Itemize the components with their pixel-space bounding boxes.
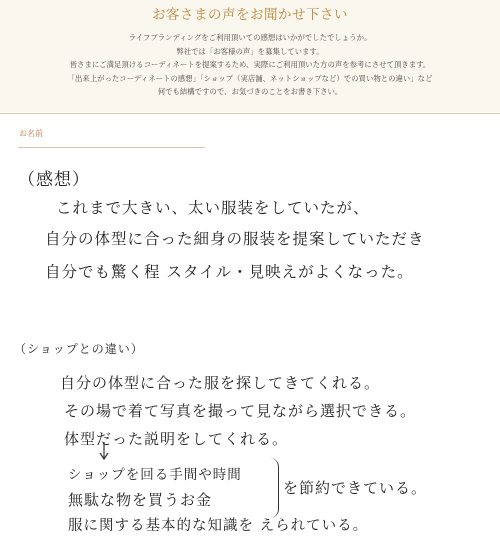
form-header <box>0 0 500 112</box>
saving-result: を節約できている。 <box>283 479 428 497</box>
intro-line: 弊社では「お客様の声」を募集しています。 <box>176 46 324 56</box>
form-title: お客さまの声をお聞かせ下さい <box>152 7 348 23</box>
impressions-heading: （感想） <box>18 170 90 190</box>
saving-item: 無駄な物を買うお金 <box>68 491 213 509</box>
header-divider <box>0 113 500 114</box>
shop-line: 自分の体型に合った服を探してきてくれる。 <box>60 374 381 392</box>
grouping-bracket <box>270 458 279 518</box>
intro-line: 皆さまにご満足頂けるコーディネートを提案するため、実際にご利用頂いた方の声を参考にさせて頂きます。 <box>69 60 431 70</box>
intro-line: ライフブランディングをご利用頂いての感想はいかがでしたでしょうか。 <box>128 33 372 42</box>
intro-text <box>0 31 500 99</box>
down-arrow-icon <box>98 441 110 461</box>
knowledge-line: 服に関する基本的な知識を えられている。 <box>68 518 369 534</box>
intro-line: 何でも結構ですので、お気づきのことをお書き下さい。 <box>157 87 343 97</box>
intro-line: 「出来上がったコーディネートの感想」「ショップ（実店舗、ネットショップなど）での買い物との違い」など <box>67 73 433 83</box>
name-field-line <box>18 147 205 148</box>
shop-heading: （ショップとの違い） <box>14 342 144 356</box>
shop-line: その場で着て写真を撮って見ながら選択できる。 <box>64 402 417 420</box>
impression-line: 自分でも驚く程 スタイル・見映えがよくなった。 <box>45 263 414 281</box>
shop-line: 体型だった説明をしてくれる。 <box>64 430 289 448</box>
name-label: お名前 <box>19 129 43 138</box>
impression-line: 自分の体型に合った細身の服装を提案していただき <box>45 230 425 248</box>
saving-item: ショップを回る手間や時間 <box>68 467 242 483</box>
impression-line: これまで大きい、太い服装をしていたが、 <box>56 199 370 217</box>
